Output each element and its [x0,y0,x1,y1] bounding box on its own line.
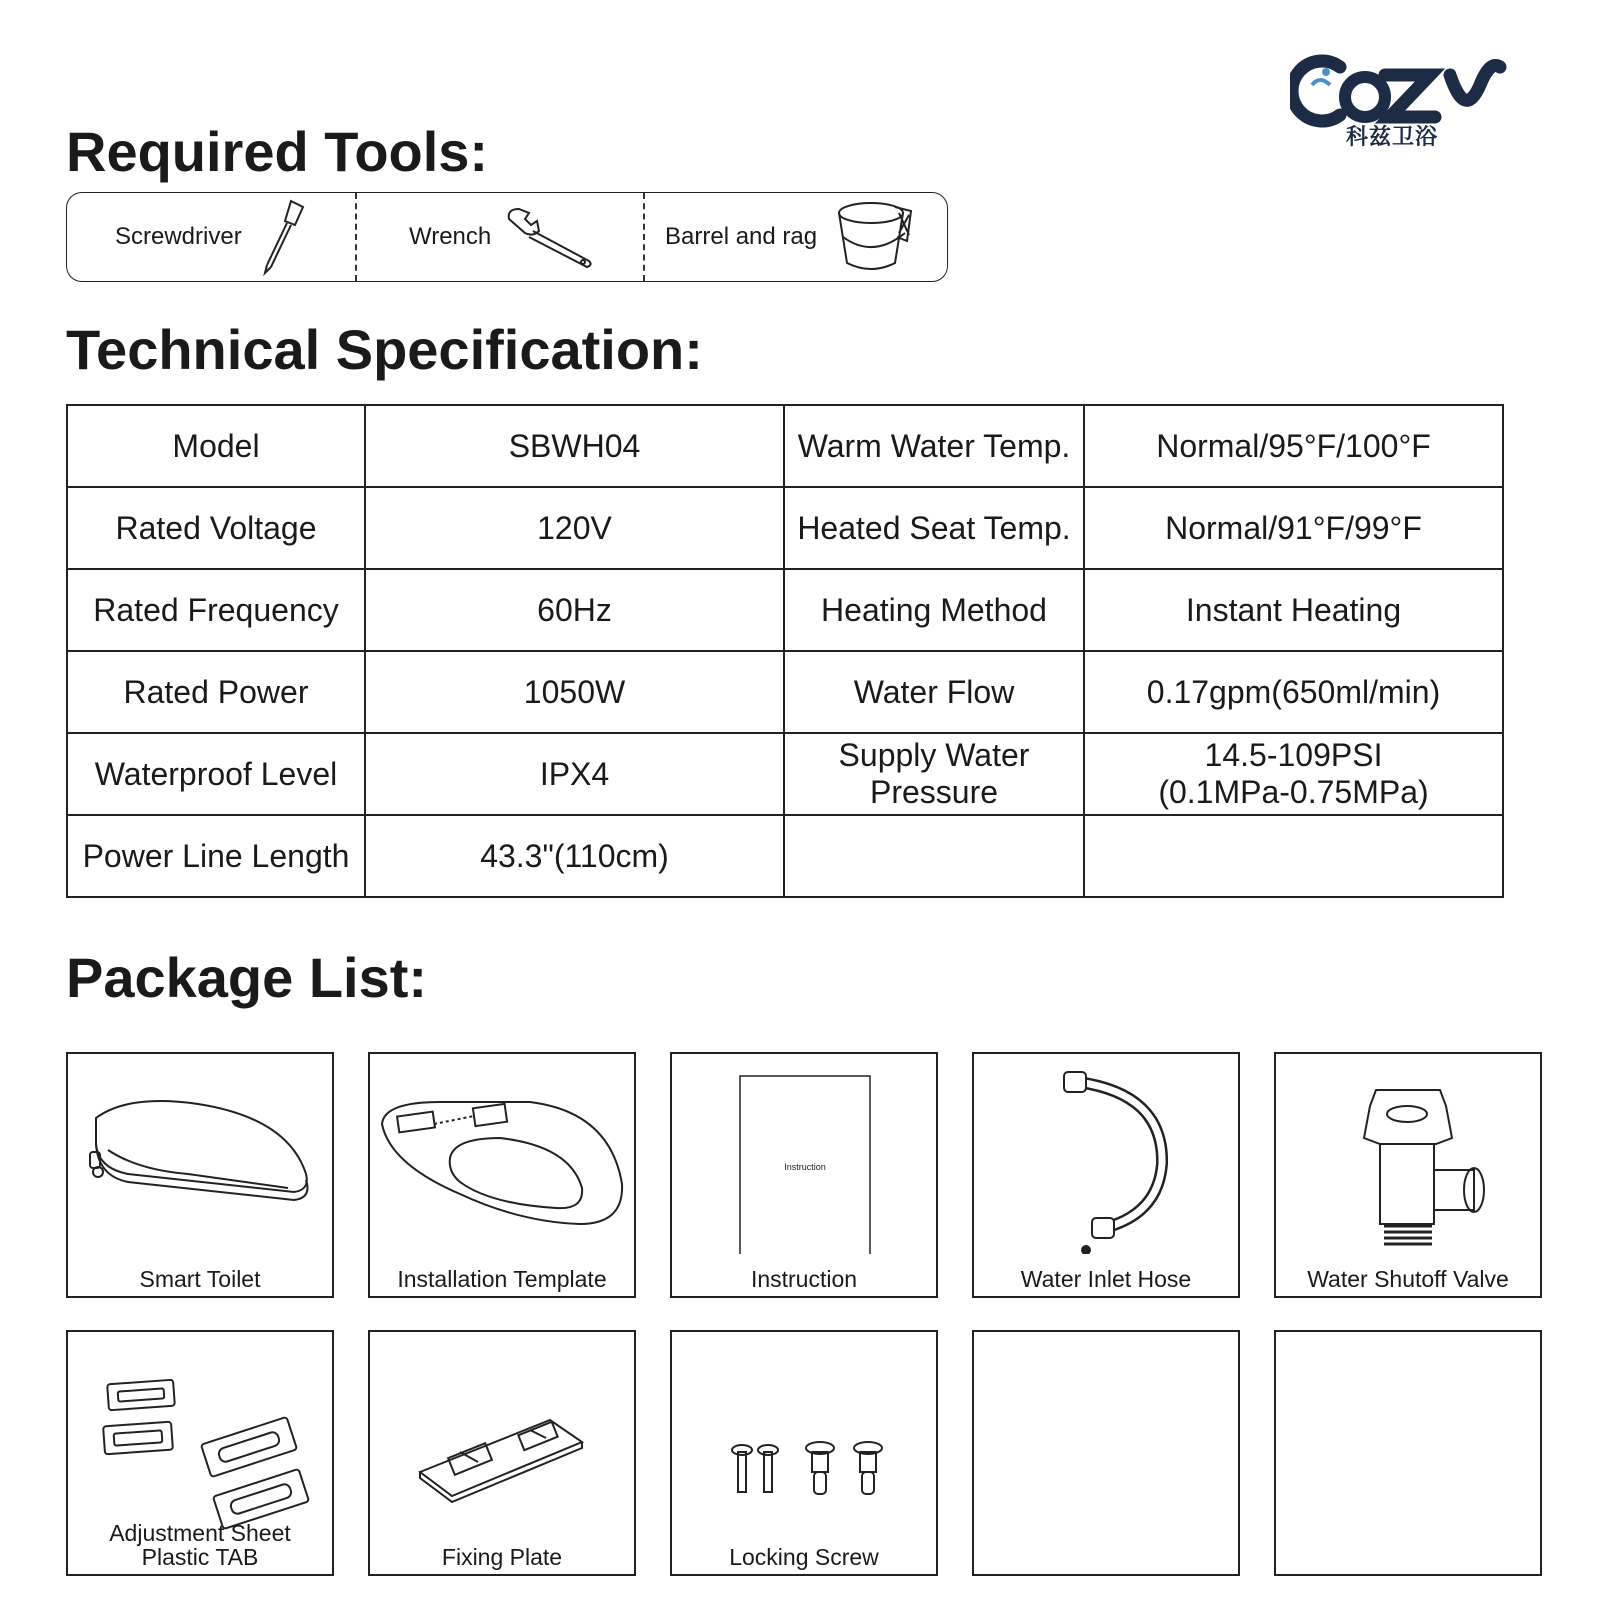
spec-label: Heated Seat Temp. [784,487,1084,569]
label-line1: Adjustment Sheet [109,1519,291,1546]
spec-value: Normal/91°F/99°F [1084,487,1503,569]
package-item-label: Instruction [750,1265,858,1292]
spec-value: SBWH04 [365,405,784,487]
spec-value: 43.3"(110cm) [365,815,784,897]
package-item-water-inlet-hose [972,1052,1240,1298]
tool-label: Barrel and rag [665,223,818,250]
label-line2: Plastic TAB [141,1543,259,1570]
spec-value: Normal/95°F/100°F [1084,405,1503,487]
package-item-label: Smart Toilet [139,1265,261,1292]
spec-label: Supply Water Pressure [784,733,1084,815]
package-item-water-shutoff-valve [1274,1052,1542,1298]
spec-heading: Technical Specification: [66,318,703,381]
package-heading: Package List: [66,946,428,1009]
package-item-label-line1 [68,1521,332,1546]
spec-label: Rated Frequency [67,569,365,651]
spec-value: 60Hz [365,569,784,651]
table-row [67,487,1503,569]
package-item-label: Fixing Plate [441,1543,563,1570]
spec-label: Water Flow [784,651,1084,733]
spec-label: Rated Voltage [67,487,365,569]
table-row [67,651,1503,733]
package-item-empty-1 [972,1330,1240,1576]
package-item-label: Installation Template [397,1265,607,1292]
tool-label: Screwdriver [115,223,242,250]
package-item-empty-2 [1274,1330,1542,1576]
tool-label: Wrench [409,223,492,250]
package-item-label: Water Shutoff Valve [1307,1265,1509,1292]
tool-wrench [355,193,643,281]
spec-label: Warm Water Temp. [784,405,1084,487]
template-icon [370,1054,634,1254]
package-item-smart-toilet [66,1052,334,1298]
spec-value: Instant Heating [1084,569,1503,651]
spec-value: 120V [365,487,784,569]
package-item-installation-template [368,1052,636,1298]
spec-label [784,815,1084,897]
package-item-label: Locking Screw [729,1543,879,1570]
spec-table [66,404,1504,898]
hose-icon [974,1054,1238,1254]
manual-icon [672,1054,936,1254]
tool-barrel [643,193,947,281]
toilet-seat-icon [68,1054,332,1254]
tools-heading: Required Tools: [66,120,489,183]
spec-value: 14.5-109PSI (0.1MPa-0.75MPa) [1084,733,1503,815]
screw-icon [672,1332,936,1532]
package-item-label-line2 [68,1545,332,1570]
table-row [67,569,1503,651]
package-item-label: Water Inlet Hose [1020,1265,1192,1292]
package-item-adjustment-sheet [66,1330,334,1576]
bucket-icon [833,197,917,277]
fixing-plate-icon [370,1332,634,1532]
spec-value: IPX4 [365,733,784,815]
spec-value: 1050W [365,651,784,733]
screwdriver-icon [253,197,309,277]
table-row [67,405,1503,487]
valve-icon [1276,1054,1540,1254]
tools-box [66,192,948,282]
package-item-fixing-plate [368,1330,636,1576]
tool-screwdriver [67,193,355,281]
table-row [67,733,1503,815]
spec-value [1084,815,1503,897]
manual-cover-text: Instruction [784,1162,826,1172]
spec-value: 0.17gpm(650ml/min) [1084,651,1503,733]
package-item-instruction [670,1052,938,1298]
table-row [67,815,1503,897]
package-item-locking-screw [670,1330,938,1576]
spec-label: Rated Power [67,651,365,733]
spec-label: Power Line Length [67,815,365,897]
adjustment-sheet-icon [68,1332,332,1532]
spec-label: Heating Method [784,569,1084,651]
wrench-icon [503,205,595,271]
brand-logo-cn: 科兹卫浴 [1346,125,1439,150]
spec-label: Model [67,405,365,487]
spec-label: Waterproof Level [67,733,365,815]
